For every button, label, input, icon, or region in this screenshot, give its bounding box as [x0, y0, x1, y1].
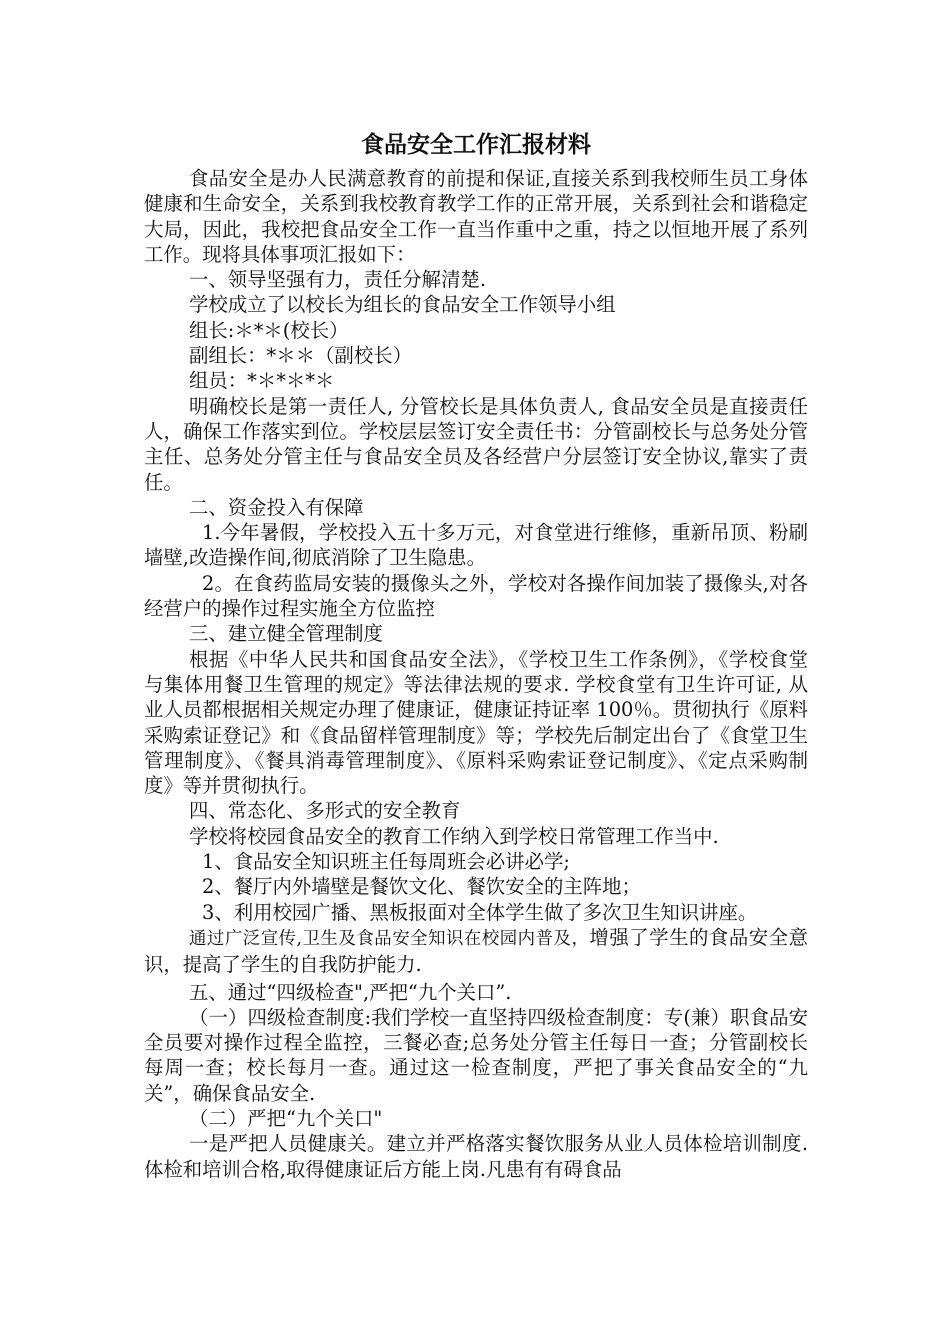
section-4-item-2: 2、餐厅内外墙壁是餐饮文化、餐饮安全的主阵地；	[202, 875, 641, 899]
section-3-heading: 三、建立健全管理制度	[189, 622, 383, 646]
section-4-summary-rest: 增强了学生的食品安全意识，提高了学生的自我防护能力.	[144, 925, 809, 977]
document-title: 食品安全工作汇报材料	[361, 131, 591, 158]
intro-paragraph: 食品安全是办人民满意教育的前提和保证,直接关系到我校师生员工身体健康和生命安全，关系到我校教育教学工作的正常开展，关系到社会和谐稳定大局，因此，我校把食品安全工作一直当作重中之重，持之以恒地开展了系列工作。现将具体事项汇报如下：	[144, 167, 808, 266]
section-1-group: 学校成立了以校长为组长的食品安全工作领导小组	[189, 293, 616, 317]
section-1-heading: 一、领导坚强有力，责任分解清楚.	[189, 268, 487, 292]
document-page	[144, 130, 808, 1182]
section-1-deputy: 副组长：*＊＊（副校长）	[189, 344, 412, 368]
section-5-sub-1: （一）四级检查制度:我们学校一直坚持四级检查制度：专(兼）职食品安全员要对操作过程全监控，三餐必查;总务处分管主任每日一查；分管副校长每周一查；校长每月一查。通过这一检查制度，严把了事关食品安全的“九关”，确保食品安全.	[144, 1005, 808, 1105]
section-5-heading: 五、通过“四级检查",严把“九个关口”.	[189, 980, 512, 1004]
section-4-item-1: 1、食品安全知识班主任每周班会必讲必学;	[202, 850, 570, 874]
section-4-summary	[144, 925, 808, 980]
section-4-summary-small: 通过广泛宣传,卫生及食品安全知识在校园内普及，	[189, 928, 590, 949]
section-5-paragraph-1: 一是严把人员健康关。建立并严格落实餐饮服务从业人员体检培训制度.体检和培训合格,取得健康证后方能上岗.凡患有有碍食品	[144, 1132, 808, 1181]
section-4-item-3: 3、利用校园广播、黑板报面对全体学生做了多次卫生知识讲座。	[202, 900, 758, 924]
section-2-heading: 二、资金投入有保障	[189, 495, 364, 519]
section-5-sub-2: （二）严把“九个关口"	[189, 1106, 383, 1130]
section-2-item-2: 2。在食药监局安装的摄像头之外，学校对各操作间加装了摄像头,对各经营户的操作过程实施全方位监控	[144, 571, 808, 621]
section-2-item-1: 1.今年暑假，学校投入五十多万元，对食堂进行维修，重新吊顶、粉刷墙壁,改造操作间,彻底消除了卫生隐患。	[144, 521, 808, 570]
section-1-body: 明确校长是第一责任人, 分管校长是具体负责人, 食品安全员是直接责任人，确保工作落实到位。学校层层签订安全责任书：分管副校长与总务处分管主任、总务处分管主任与食品安全员及各经营户分层签订安全协议,靠实了责任。	[144, 394, 808, 494]
section-4-heading: 四、常态化、多形式的安全教育	[189, 799, 461, 823]
section-3-body: 根据《中华人民共和国食品安全法》，《学校卫生工作条例》，《学校食堂与集体用餐卫生管理的规定》等法律法规的要求. 学校食堂有卫生许可证, 从业人员都根据相关规定办理了健康证，健康证持证率 100％。贯彻执行《原料采购索证登记》和《食品留样管理制度》等；学校先后制定出台了《食堂卫生管理制度》、《餐具消毒管理制度》、《原料采购索证登记制度》、《定点采购制度》等并贯彻执行。	[144, 647, 808, 798]
section-1-members: 组员：*＊*＊*＊	[189, 369, 335, 393]
section-1-leader: 组长:＊*＊(校长）	[189, 318, 349, 342]
section-4-body: 学校将校园食品安全的教育工作纳入到学校日常管理工作当中.	[189, 824, 719, 848]
